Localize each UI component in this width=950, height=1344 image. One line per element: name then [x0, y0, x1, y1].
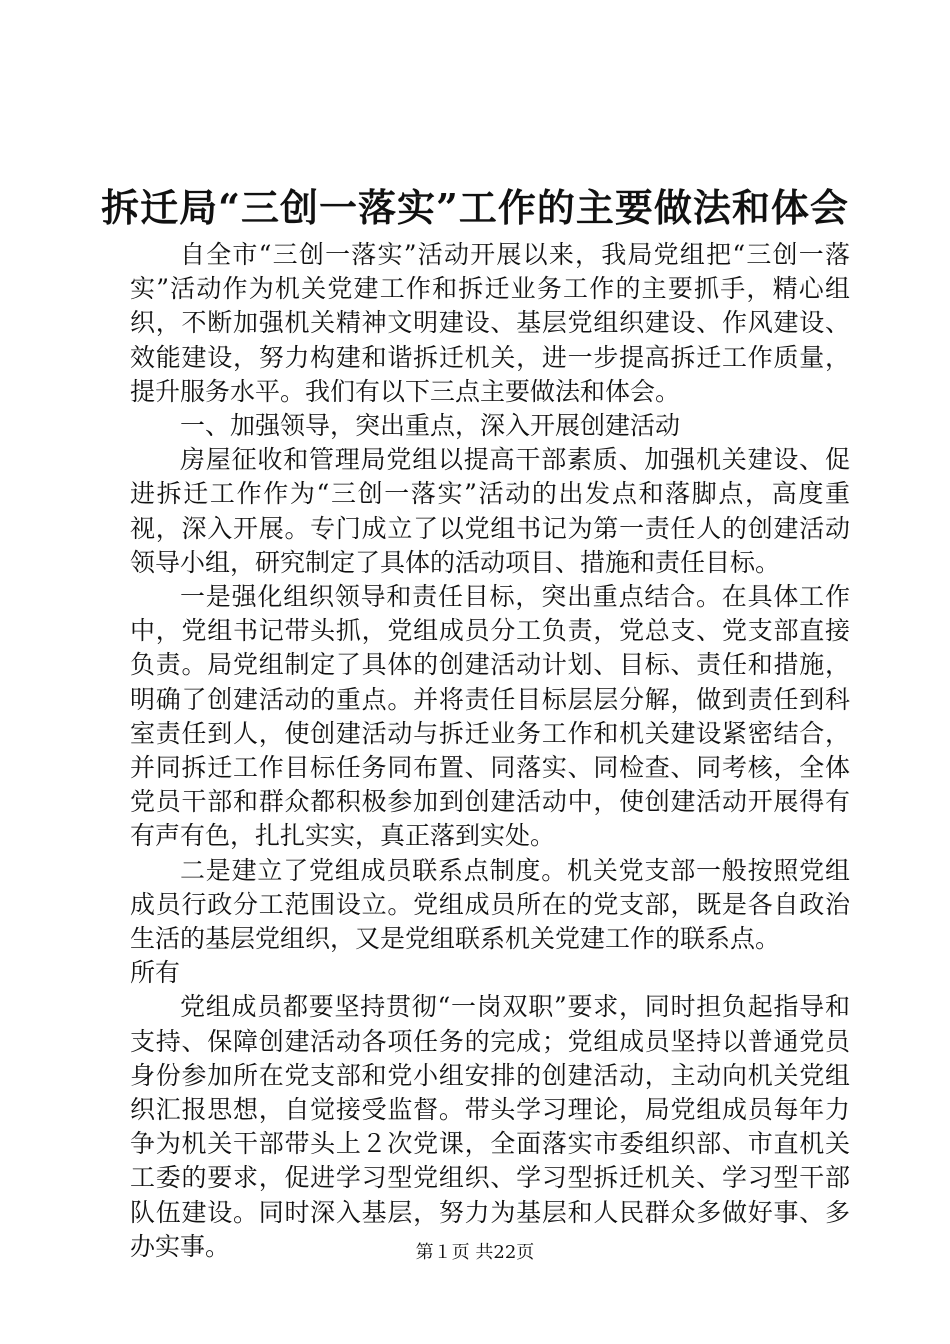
page-footer: 第１页 共22页: [415, 1242, 535, 1263]
paragraph-intro: 自全市“三创一落实”活动开展以来，我局党组把“三创一落实”活动作为机关党建工作和拆迁业务工作的主要抓手，精心组织，不断加强机关精神文明建设、基层党组织建设、作风建设、效能建设，努力构建和谐拆迁机关，进一步提高拆迁工作质量，提升服务水平。我们有以下三点主要做法和体会。: [130, 240, 850, 406]
paragraph-section-1: 房屋征收和管理局党组以提高干部素质、加强机关建设、促进拆迁工作作为“三创一落实”活动的出发点和落脚点，高度重视，深入开展。专门成立了以党组书记为第一责任人的创建活动领导小组，研究制定了具体的活动项目、措施和责任目标。: [130, 445, 850, 577]
paragraph-point-2: 二是建立了党组成员联系点制度。机关党支部一般按照党组成员行政分工范围设立。党组成员所在的党支部，既是各自政治生活的基层党组织，又是党组联系机关党建工作的联系点。: [130, 855, 850, 954]
paragraph-fragment: 所有: [130, 958, 181, 988]
paragraph-point-1: 一是强化组织领导和责任目标，突出重点结合。在具体工作中，党组书记带头抓，党组成员分工负责，党总支、党支部直接负责。局党组制定了具体的创建活动计划、目标、责任和措施，明确了创建活动的重点。并将责任目标层层分解，做到责任到科室责任到人，使创建活动与拆迁业务工作和机关建设紧密结合，并同拆迁工作目标任务同布置、同落实、同检查、同考核，全体党员干部和群众都积极参加到创建活动中，使创建活动开展得有有声有色，扎扎实实，真正落到实处。: [130, 582, 850, 851]
document-body: [130, 238, 850, 1264]
section-heading-1: 一、加强领导，突出重点，深入开展创建活动: [180, 411, 681, 441]
paragraph-continuation: 党组成员都要坚持贯彻“一岗双职”要求，同时担负起指导和支持、保障创建活动各项任务的完成；党组成员坚持以普通党员身份参加所在党支部和党小组安排的创建活动，主动向机关党组织汇报思想，自觉接受监督。带头学习理论，局党组成员每年力争为机关干部带头上２次党课，全面落实市委组织部、市直机关工委的要求，促进学习型党组织、学习型拆迁机关、学习型干部队伍建设。同时深入基层，努力为基层和人民群众多做好事、多办实事。: [130, 992, 850, 1261]
document-title: 拆迁局“三创一落实”工作的主要做法和体会: [101, 185, 849, 230]
